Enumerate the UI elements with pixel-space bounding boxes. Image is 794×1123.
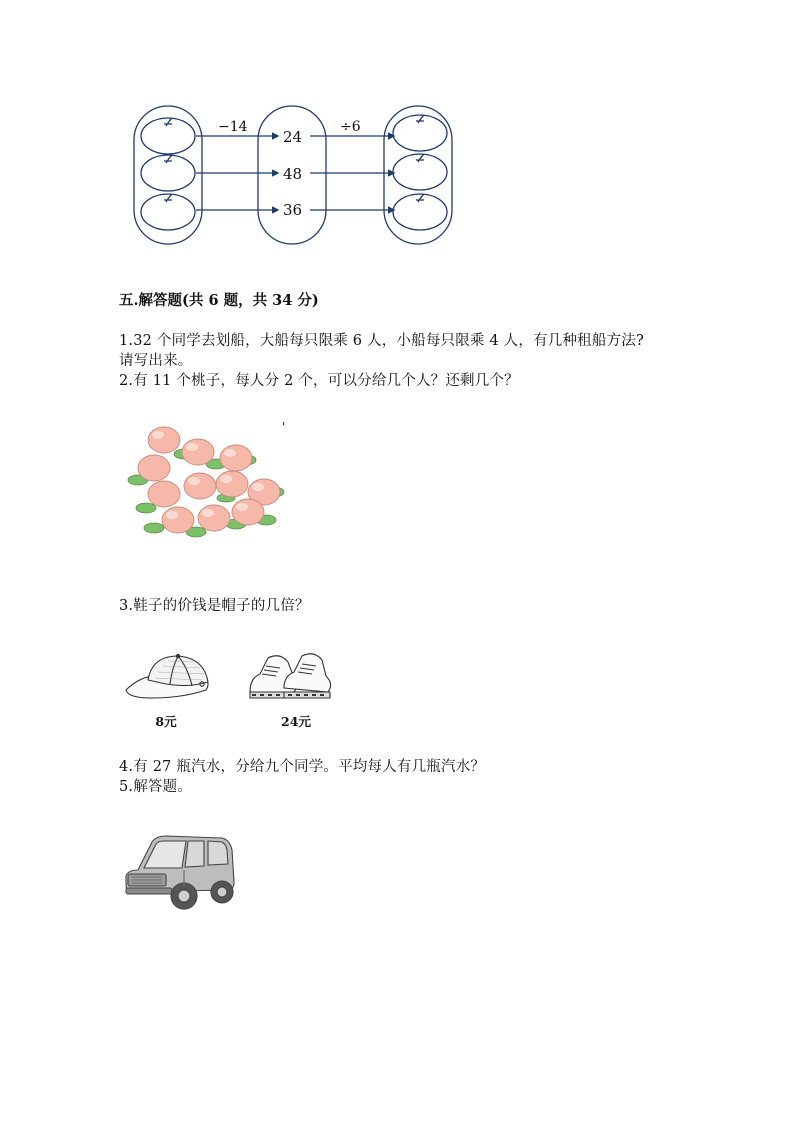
apple-icon — [393, 115, 447, 151]
operation-divide-6: ÷6 — [340, 119, 361, 135]
peach-icon — [184, 473, 216, 499]
peach-icon — [198, 505, 230, 531]
question-1-line-1: 1.32 个同学去划船，大船每只限乘 6 人，小船每只限乘 4 人，有几种租船方法? — [119, 333, 644, 349]
car-icon — [124, 834, 238, 912]
apple-icon — [141, 118, 195, 154]
peach-icon — [148, 427, 180, 453]
apple-icon — [141, 194, 195, 230]
operation-minus-14: −14 — [218, 119, 248, 135]
question-3: 3.鞋子的价钱是帽子的几倍？ — [119, 598, 310, 614]
shoes-price: 24元 — [281, 714, 311, 729]
middle-value-1: 24 — [283, 128, 303, 146]
middle-value-3: 36 — [283, 201, 303, 219]
section-title: 五.解答题(共 6 题，共 34 分) — [119, 292, 319, 309]
apple-icon — [141, 155, 195, 191]
question-1-line-2: 请写出来。 — [119, 353, 193, 369]
stray-mark: ' — [282, 420, 286, 434]
peach-icon — [232, 499, 264, 525]
peach-icon — [162, 507, 194, 533]
middle-value-2: 48 — [283, 165, 303, 183]
peach-icon — [220, 445, 252, 471]
peach-icon — [138, 455, 170, 481]
shoes-icon — [246, 648, 334, 702]
question-5: 5.解答题。 — [119, 779, 193, 795]
apple-icon — [393, 194, 447, 230]
question-2: 2.有 11 个桃子，每人分 2 个，可以分给几个人？还剩几个？ — [119, 373, 519, 389]
apple-number-diagram — [126, 100, 466, 250]
apple-icon — [393, 154, 447, 190]
peach-icon — [182, 439, 214, 465]
hat-price: 8元 — [155, 714, 177, 729]
peach-icon — [148, 481, 180, 507]
peach-icon — [216, 471, 248, 497]
hat-icon — [122, 650, 214, 702]
peaches-illustration — [126, 420, 286, 542]
question-4: 4.有 27 瓶汽水，分给九个同学。平均每人有几瓶汽水？ — [119, 759, 486, 775]
